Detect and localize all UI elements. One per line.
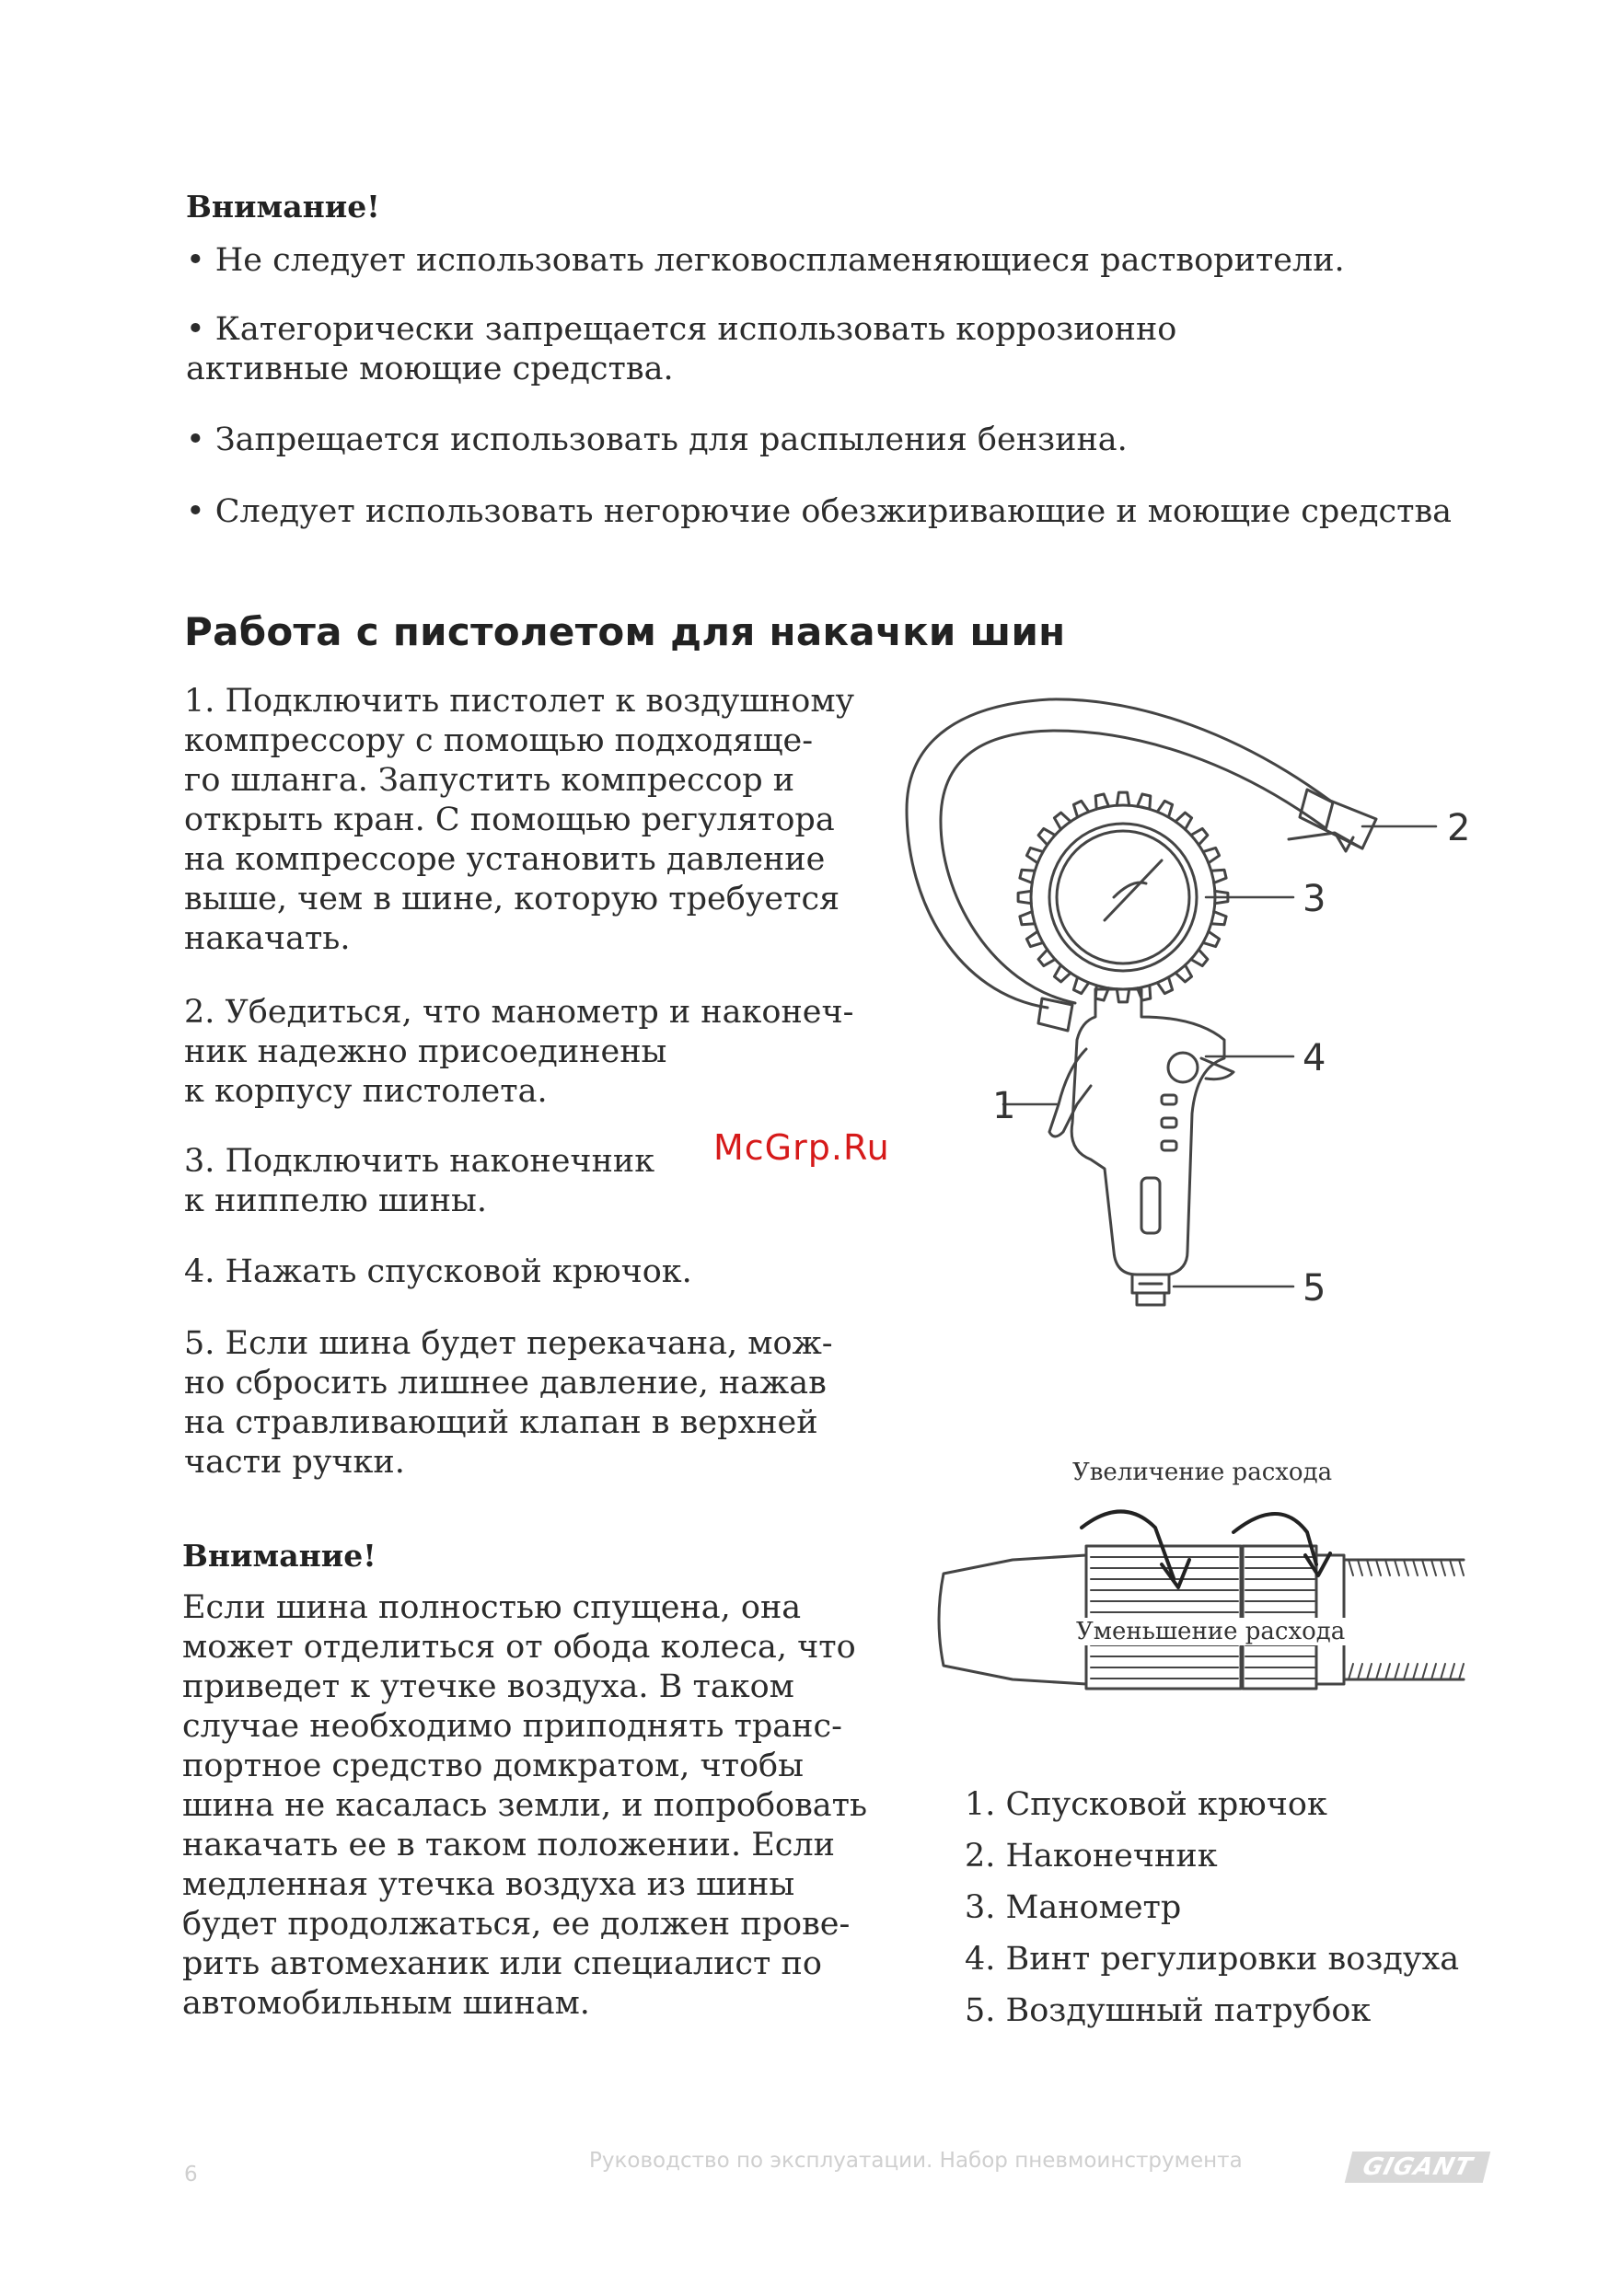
footer-title: Руководство по эксплуатации. Набор пневмоинструмента [589, 2149, 1243, 2173]
warning-item: • Категорически запрещается использовать коррозионно активные моющие средства. [186, 311, 1177, 387]
warning-item: • Запрещается использовать для распыления бензина. [186, 421, 1128, 458]
watermark: McGrp.Ru [713, 1127, 890, 1168]
parts-legend [965, 1779, 1459, 2036]
trigger [1049, 1049, 1091, 1136]
air-adjust-screw [1168, 1053, 1198, 1082]
thread-line [1413, 1664, 1418, 1679]
legend-item: 2. Наконечник [965, 1838, 1218, 1875]
flow-adjust-diagram [939, 1512, 1464, 1690]
thread-line [1431, 1664, 1436, 1679]
thread-line [1422, 1560, 1427, 1575]
page-number: 6 [184, 2163, 198, 2186]
callout-3: 3 [1303, 878, 1326, 920]
thread-line [1349, 1664, 1353, 1679]
legend-item: 5. Воздушный патрубок [965, 1992, 1372, 2029]
thread-line [1367, 1560, 1372, 1575]
gauge-tooth [1018, 891, 1031, 903]
callout-2: 2 [1447, 807, 1471, 849]
step-4: 4. Нажать спусковой крючок. [184, 1253, 692, 1290]
thread-line [1358, 1560, 1362, 1575]
hose [907, 699, 1330, 1008]
thread-line [1404, 1664, 1408, 1679]
thread-line [1404, 1560, 1408, 1575]
gauge-tooth [1117, 989, 1129, 1002]
warning-title: Внимание! [186, 189, 380, 225]
step-1: 1. Подключить пистолет к воздушному компрессору с помощью подходяще- го шланга. Запустить компрессор и открыть кран. С помощью регулятора на компрессоре установить давление выше, чем в шине, которую требуется накачать. [184, 683, 855, 957]
thread-line [1422, 1664, 1427, 1679]
thread-line [1385, 1560, 1390, 1575]
gauge-tooth [1117, 792, 1129, 805]
thread-line [1358, 1664, 1362, 1679]
flow-decrease-label: Уменьшение расхода [1072, 1618, 1349, 1645]
warning-text: Если шина полностью спущена, она может отделиться от обода колеса, что приведет к утечке воздуха. В таком случае необходимо приподнять транс- портное средство домкратом, чтобы шина не касалась земли, и попробовать накачать ее в таком положении. Если медленная утечка воздуха из шины будет продолжаться, ее должен прове- рить автомеханик или специалист по автомобильным шинам. [182, 1589, 868, 2022]
thread-line [1413, 1560, 1418, 1575]
callout-1: 1 [992, 1085, 1016, 1127]
legend-item: 1. Спусковой крючок [965, 1786, 1327, 1823]
warning-item: • Следует использовать негорючие обезжиривающие и моющие средства [186, 493, 1453, 530]
thread-line [1441, 1560, 1445, 1575]
brand-logo: GIGANT [1345, 2152, 1490, 2183]
thread-line [1450, 1664, 1454, 1679]
thread-line [1376, 1560, 1381, 1575]
step-3: 3. Подключить наконечник к ниппелю шины. [184, 1143, 655, 1219]
thread-line [1450, 1560, 1454, 1575]
section-title: Работа с пистолетом для накачки шин [184, 609, 1066, 654]
pressure-gauge [1031, 805, 1215, 989]
thread-line [1431, 1560, 1436, 1575]
flow-increase-label: Увеличение расхода [1072, 1459, 1333, 1486]
thread-line [1395, 1664, 1399, 1679]
legend-item: 3. Манометр [965, 1889, 1182, 1926]
thread-line [1367, 1664, 1372, 1679]
thread-line [1395, 1560, 1399, 1575]
thread-line [1459, 1560, 1464, 1575]
callout-4: 4 [1303, 1037, 1326, 1079]
thread-line [1385, 1664, 1390, 1679]
step-5: 5. Если шина будет перекачана, мож- но сбросить лишнее давление, нажав на стравливающий клапан в верхней части ручки. [184, 1325, 833, 1481]
warning-item: • Не следует использовать легковоспламеняющиеся растворители. [186, 242, 1345, 279]
thread-line [1459, 1664, 1464, 1679]
legend-item: 4. Винт регулировки воздуха [965, 1941, 1460, 1978]
thread-line [1376, 1664, 1381, 1679]
step-2: 2. Убедиться, что манометр и наконеч- ник надежно присоединены к корпусу пистолета. [184, 994, 854, 1110]
warning-title-bottom: Внимание! [182, 1538, 376, 1574]
callout-5: 5 [1303, 1267, 1326, 1310]
thread-line [1441, 1664, 1445, 1679]
thread-line [1349, 1560, 1353, 1575]
